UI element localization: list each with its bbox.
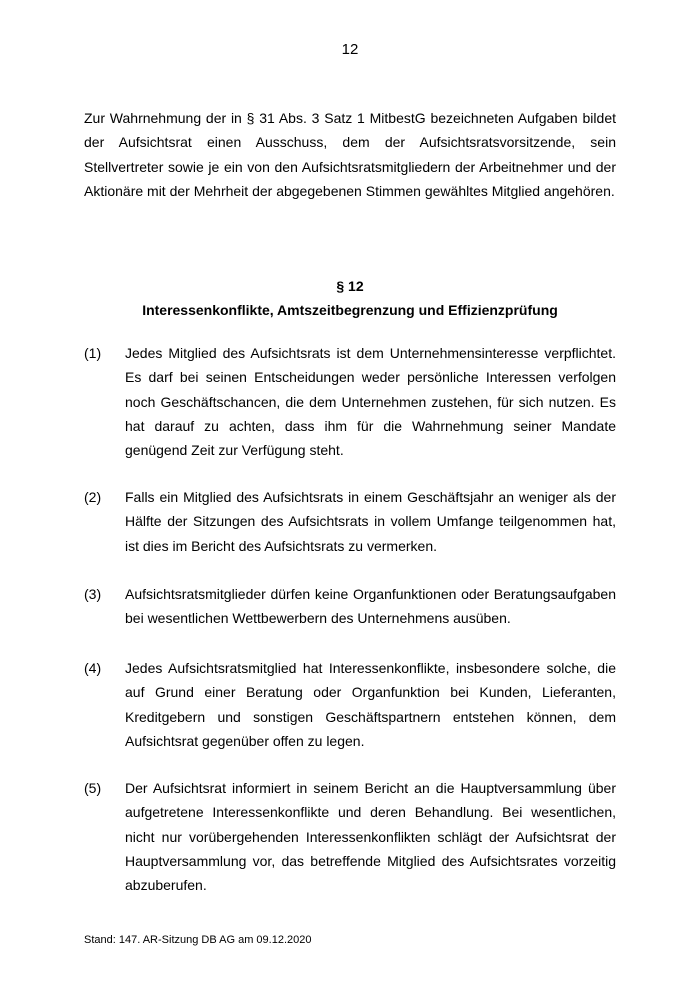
clause-text: Jedes Mitglied des Aufsichtsrats ist dem Unternehmensinteresse verpflichtet. Es darf bei seinen Entscheidungen weder persönliche Interessen verfolgen noch Geschäftschancen, die dem Unternehmen zustehen, für sich nutzen. Es hat darauf zu achten, dass ihm für die Wahrnehmung seiner Mandate genügend Zeit zur Verfügung steht. (125, 345, 616, 459)
clause-number: (5) (84, 780, 102, 796)
clause-text: Jedes Aufsichtsratsmitglied hat Interessenkonflikte, insbesondere solche, die auf Grund einer Beratung oder Organfunktion bei Kunden, Lieferanten, Kreditgebern und sonstigen Geschäftspartnern entstehen können, dem Aufsichtsrat gegenüber offen zu legen. (125, 660, 616, 749)
clause-text: Der Aufsichtsrat informiert in seinem Bericht an die Hauptversammlung über aufgetretene Interessenkonflikte und deren Behandlung. Bei wesentlichen, nicht nur vorübergehenden Interessenkonflikten schlägt der Aufsichtsrat der Hauptversammlung vor, das betreffende Mitglied des Aufsichtsrates vorzeitig abzuberufen. (125, 780, 616, 894)
section-number: § 12 (336, 278, 364, 294)
clause-number: (1) (84, 345, 102, 361)
clause-number: (2) (84, 489, 102, 505)
section-title: Interessenkonflikte, Amtszeitbegrenzung und Effizienzprüfung (142, 302, 558, 318)
clause-number: (4) (84, 660, 102, 676)
intro-paragraph: Zur Wahrnehmung der in § 31 Abs. 3 Satz 1 MitbestG bezeichneten Aufgaben bildet der Aufsichtsrat einen Ausschuss, dem der Aufsichtsratsvorsitzende, sein Stellvertreter sowie je ein von den Aufsichtsratsmitgliedern der Arbeitnehmer und der Aktionäre mit der Mehrheit der abgegebenen Stimmen gewähltes Mitglied angehören. (84, 110, 616, 199)
page-number: 12 (341, 41, 359, 58)
clause-text: Aufsichtsratsmitglieder dürfen keine Organfunktionen oder Beratungsaufgaben bei wesentlichen Wettbewerbern des Unternehmens ausüben. (125, 586, 616, 627)
clause-text: Falls ein Mitglied des Aufsichtsrats in einem Geschäftsjahr an weniger als der Hälfte der Sitzungen des Aufsichtsrats in vollem Umfange teilgenommen hat, ist dies im Bericht des Aufsichtsrats zu vermerken. (125, 489, 616, 554)
clause-number: (3) (84, 586, 102, 602)
footer: Stand: 147. AR-Sitzung DB AG am 09.12.2020 (84, 934, 312, 946)
